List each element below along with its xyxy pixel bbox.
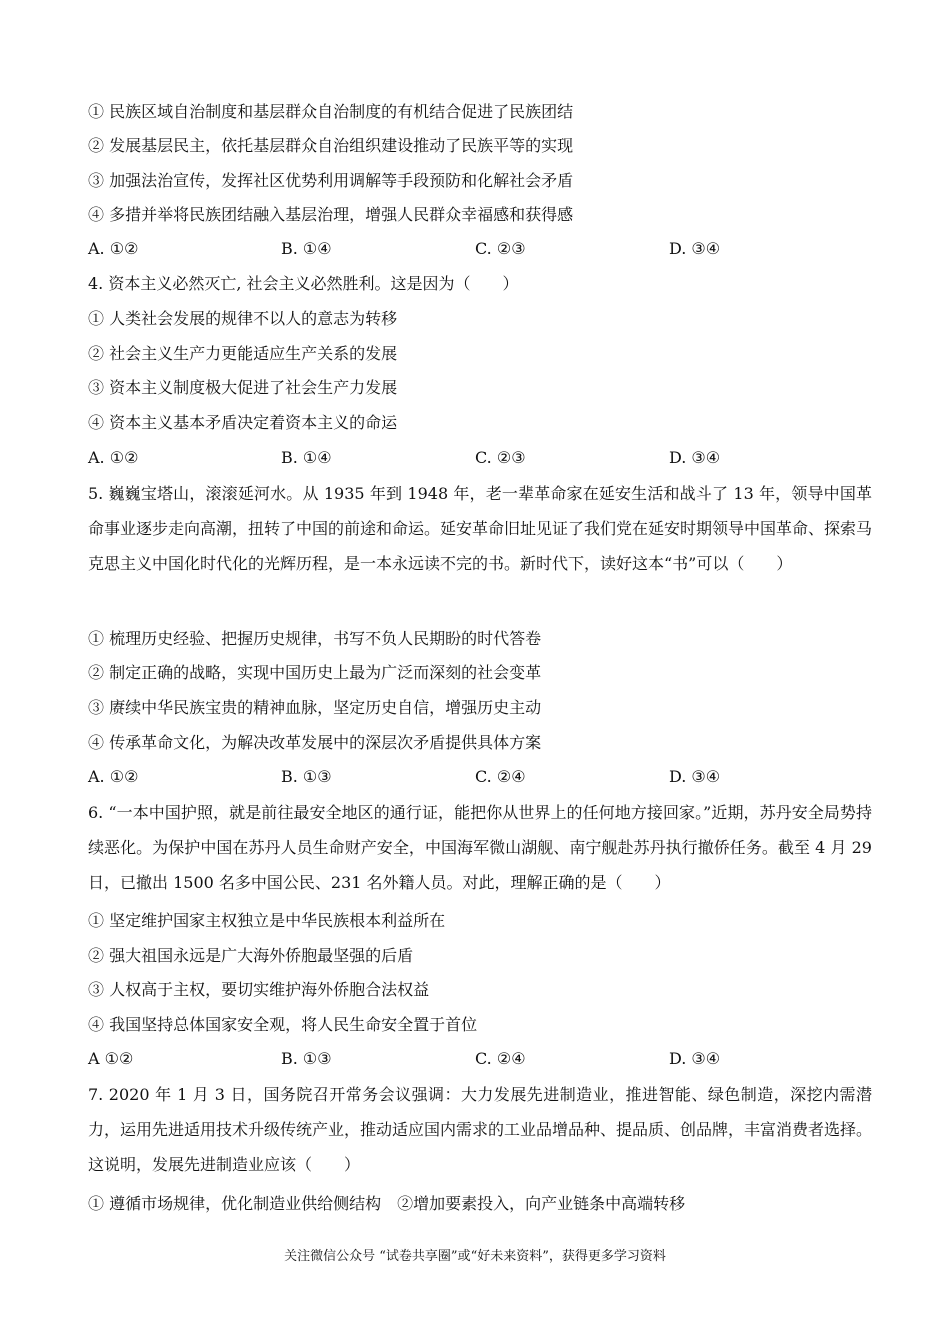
q3-choice-c: C. ②③ xyxy=(475,239,526,258)
q7-options-line: ① 遵循市场规律，优化制造业供给侧结构 ②增加要素投入，向产业链条中高端转移 xyxy=(88,1194,686,1213)
q3-choices xyxy=(88,238,872,260)
q4-stem: 4. 资本主义必然灭亡, 社会主义必然胜利。这是因为（ ） xyxy=(88,274,519,293)
q5-choice-b: B. ①③ xyxy=(281,767,332,786)
q4-choice-a: A. ①② xyxy=(88,448,139,467)
q6-option-1: ① 坚定维护国家主权独立是中华民族根本利益所在 xyxy=(88,911,446,930)
q3-option-1: ① 民族区域自治制度和基层群众自治制度的有机结合促进了民族团结 xyxy=(88,102,574,121)
q3-option-2: ② 发展基层民主，依托基层群众自治组织建设推动了民族平等的实现 xyxy=(88,136,574,155)
q5-choice-d: D. ③④ xyxy=(669,767,721,786)
q5-option-3: ③ 赓续中华民族宝贵的精神血脉，坚定历史自信，增强历史主动 xyxy=(88,698,542,717)
q6-choices xyxy=(88,1048,872,1070)
q4-option-2: ② 社会主义生产力更能适应生产关系的发展 xyxy=(88,344,398,363)
q6-choice-d: D. ③④ xyxy=(669,1049,721,1068)
q5-choice-c: C. ②④ xyxy=(475,767,526,786)
q5-choices xyxy=(88,766,872,788)
q6-choice-a: A ①② xyxy=(88,1049,134,1068)
q3-choice-d: D. ③④ xyxy=(669,239,721,258)
q6-option-2: ② 强大祖国永远是广大海外侨胞最坚强的后盾 xyxy=(88,946,414,965)
q3-choice-a: A. ①② xyxy=(88,239,139,258)
q3-option-3: ③ 加强法治宣传，发挥社区优势利用调解等手段预防和化解社会矛盾 xyxy=(88,171,574,190)
q5-choice-a: A. ①② xyxy=(88,767,139,786)
q5-option-2: ② 制定正确的战略，实现中国历史上最为广泛而深刻的社会变革 xyxy=(88,663,542,682)
q6-stem: 6. “一本中国护照，就是前往最安全地区的通行证，能把你从世界上的任何地方接回家。”近期，苏丹安全局势持续恶化。为保护中国在苏丹人员生命财产安全，中国海军微山湖舰、南宁舰赴苏丹执行撤侨任务。截至 4 月 29 日，已撤出 1500 名多中国公民、231 名外籍人员。对此，理解正确的是（ ） xyxy=(88,803,872,892)
q6-option-4: ④ 我国坚持总体国家安全观，将人民生命安全置于首位 xyxy=(88,1015,478,1034)
q7-stem: 7. 2020 年 1 月 3 日，国务院召开常务会议强调：大力发展先进制造业，推进智能、绿色制造，深挖内需潜力，运用先进适用技术升级传统产业，推动适应国内需求的工业品增品种、提品质、创品牌，丰富消费者选择。这说明，发展先进制造业应该（ ） xyxy=(88,1085,873,1174)
q4-choice-d: D. ③④ xyxy=(669,448,721,467)
q4-option-3: ③ 资本主义制度极大促进了社会生产力发展 xyxy=(88,378,398,397)
q6-option-3: ③ 人权高于主权，要切实维护海外侨胞合法权益 xyxy=(88,980,430,999)
q5-option-4: ④ 传承革命文化，为解决改革发展中的深层次矛盾提供具体方案 xyxy=(88,733,542,752)
q4-choice-b: B. ①④ xyxy=(281,448,332,467)
q6-choice-c: C. ②④ xyxy=(475,1049,526,1068)
q4-choices xyxy=(88,447,872,469)
q3-option-4: ④ 多措并举将民族团结融入基层治理，增强人民群众幸福感和获得感 xyxy=(88,205,574,224)
q3-choice-b: B. ①④ xyxy=(281,239,332,258)
q4-option-4: ④ 资本主义基本矛盾决定着资本主义的命运 xyxy=(88,413,398,432)
page-footer: 关注微信公众号 “试卷共享圈”或“好未来资料”，获得更多学习资料 xyxy=(284,1249,666,1264)
q4-choice-c: C. ②③ xyxy=(475,448,526,467)
q6-choice-b: B. ①③ xyxy=(281,1049,332,1068)
q5-option-1: ① 梳理历史经验、把握历史规律，书写不负人民期盼的时代答卷 xyxy=(88,629,542,648)
q5-stem: 5. 巍巍宝塔山，滚滚延河水。从 1935 年到 1948 年，老一辈革命家在延安生活和战斗了 13 年，领导中国革命事业逐步走向高潮，扭转了中国的前途和命运。延安革命旧址见证了我们党在延安时期领导中国革命、探索马克思主义中国化时代化的光辉历程，是一本永远读不完的书。新时代下，读好这本“书”可以（ ） xyxy=(88,484,873,573)
q4-option-1: ① 人类社会发展的规律不以人的意志为转移 xyxy=(88,309,398,328)
